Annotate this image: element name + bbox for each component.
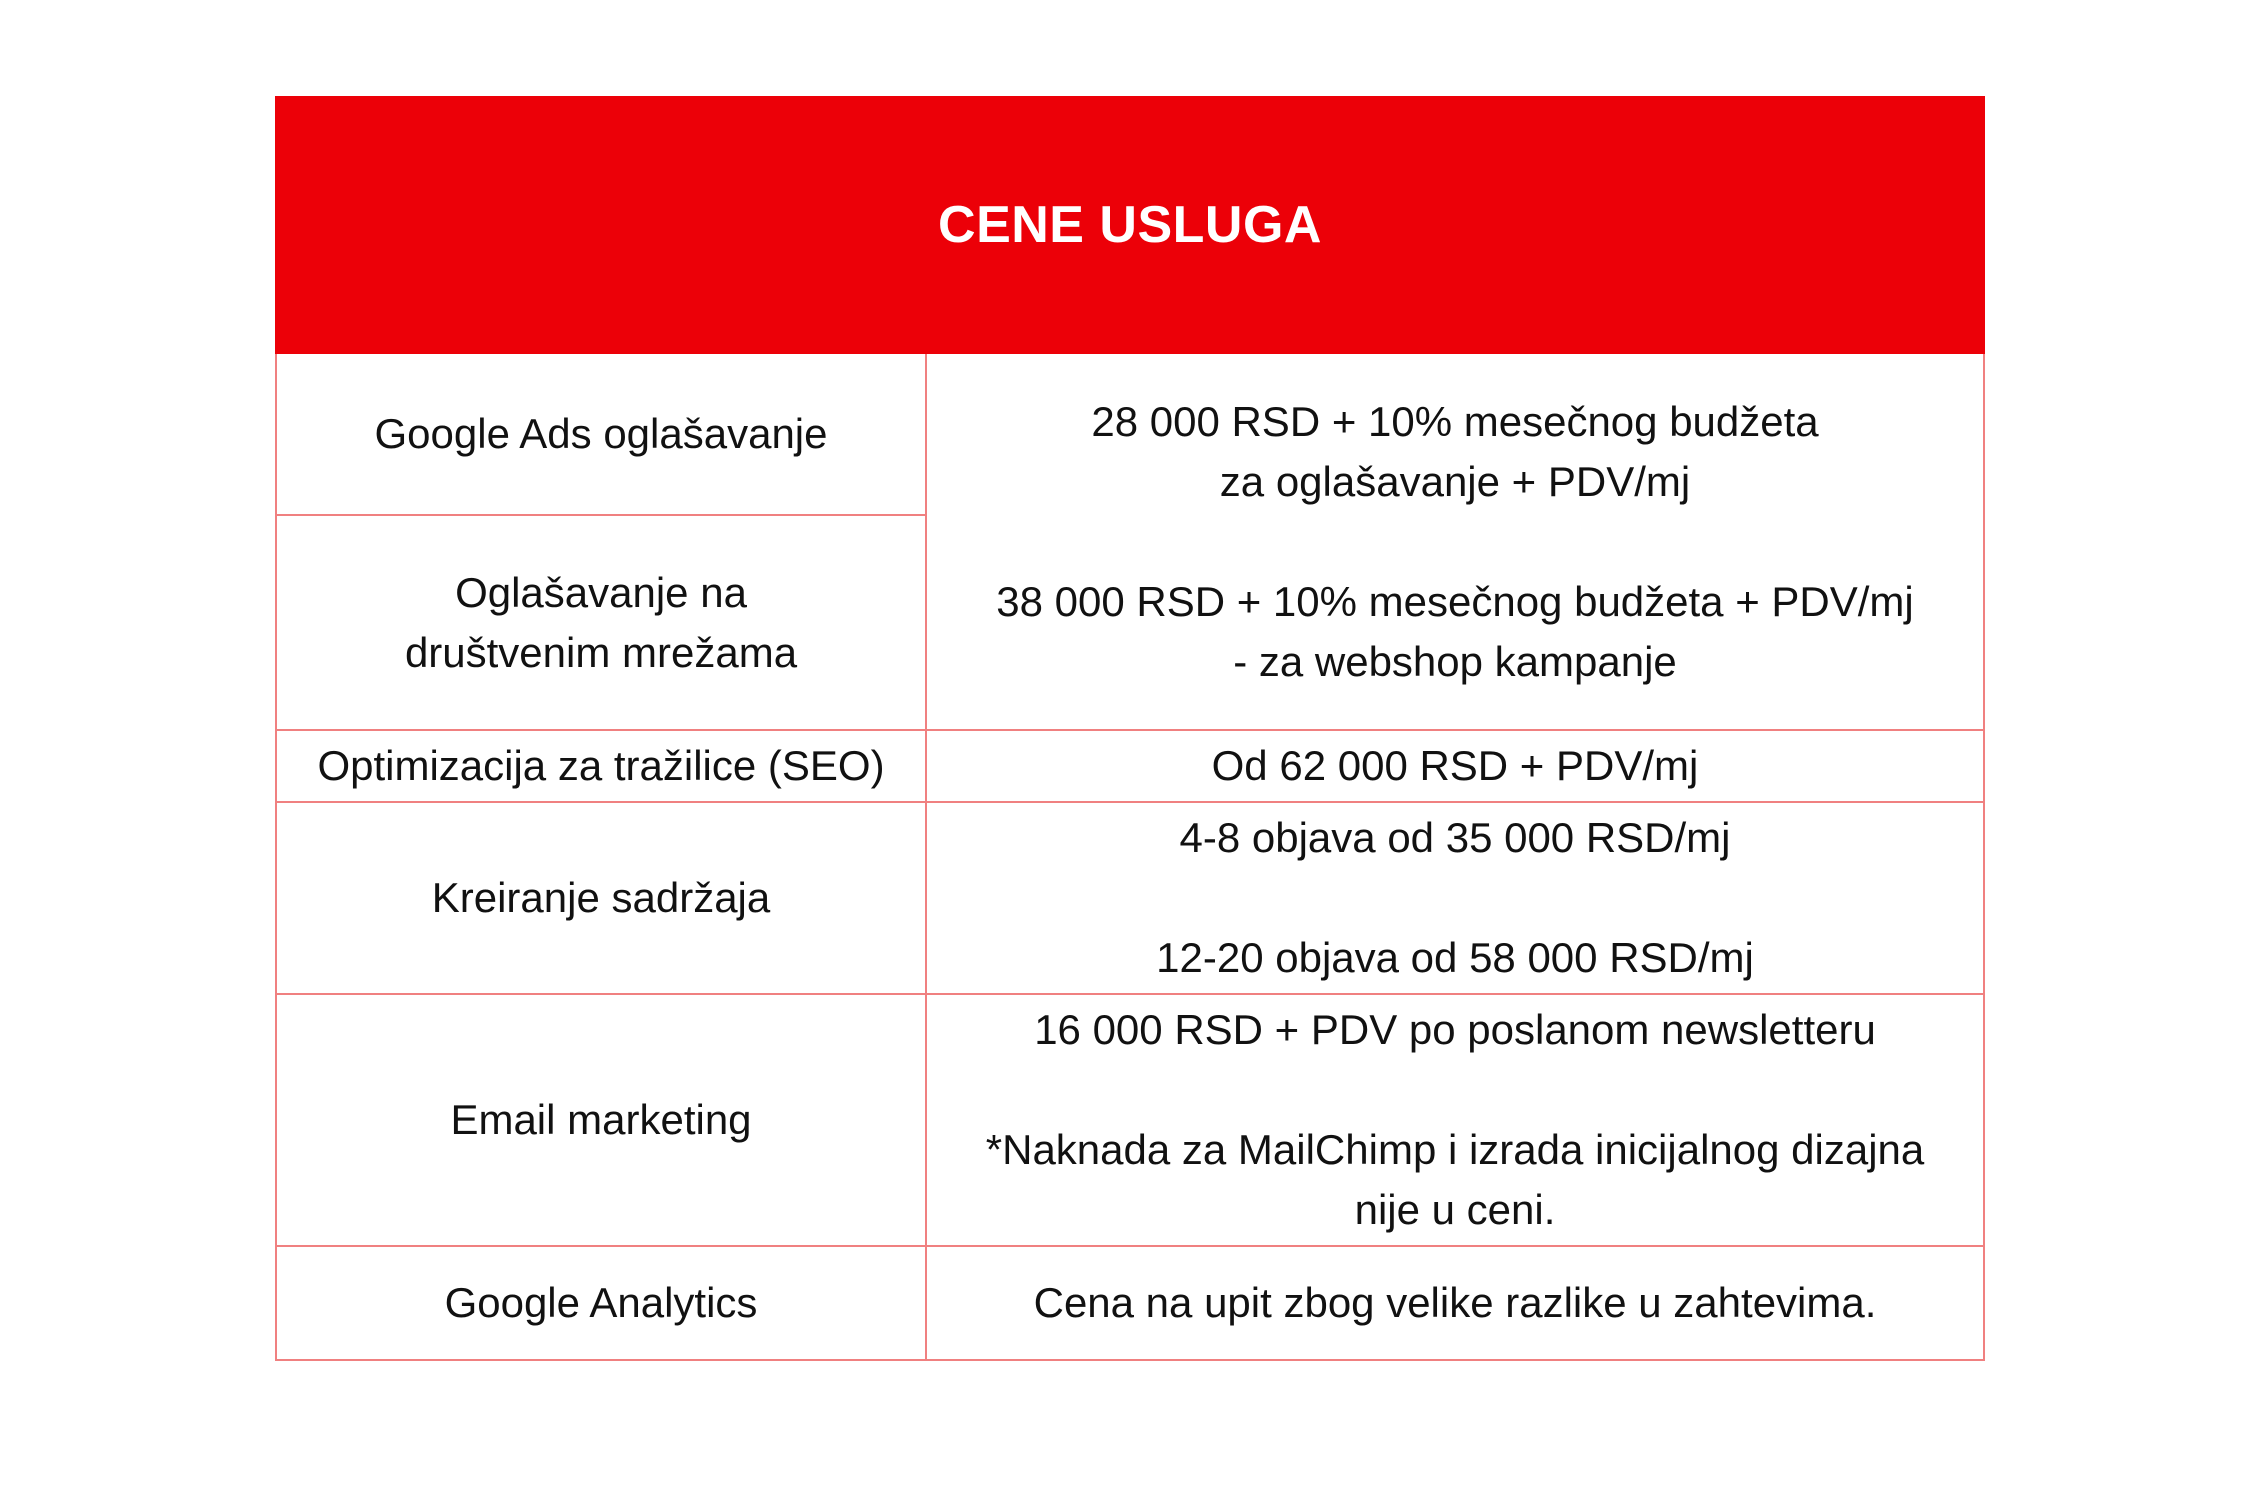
service-label: društvenim mrežama [404,628,798,676]
price-cell-seo [926,730,1984,802]
pricing-table [275,96,1985,1361]
table-row [276,353,1984,515]
service-label: Kreiranje sadržaja [431,874,771,921]
service-label: Google Analytics [444,1279,758,1326]
line-spacer [947,868,1963,928]
service-label: Google Ads oglašavanje [374,410,828,457]
service-cell-social [276,515,926,730]
price-line: Od 62 000 RSD + PDV/mj [1211,742,1699,789]
table-row [276,1246,1984,1360]
service-cell-seo [276,730,926,802]
service-label: Email marketing [450,1096,752,1143]
price-line: 16 000 RSD + PDV po poslanom newsletteru [1034,1006,1876,1053]
service-label: Oglašavanje na [455,568,747,616]
table-header-row [276,97,1984,353]
price-cell-analytics [926,1246,1984,1360]
service-cell-google-ads [276,353,926,515]
price-line: *Naknada za MailChimp i izrada inicijalnog dizajna [985,1126,1925,1173]
price-line: Cena na upit zbog velike razlike u zahtevima. [1033,1279,1877,1326]
line-spacer [947,512,1963,572]
line-spacer [947,1060,1963,1120]
service-label: Optimizacija za tražilice (SEO) [317,742,885,789]
price-line: 38 000 RSD + 10% mesečnog budžeta + PDV/mj [996,577,1914,625]
price-line: - za webshop kampanje [1233,637,1677,685]
service-cell-content [276,802,926,994]
price-line: nije u ceni. [1354,1186,1556,1233]
table-title: CENE USLUGA [276,97,1984,353]
price-cell-content [926,802,1984,994]
table-row [276,730,1984,802]
price-cell-email [926,994,1984,1246]
table-row [276,802,1984,994]
price-cell-ads [926,353,1984,730]
price-line: 12-20 objava od 58 000 RSD/mj [1156,934,1754,981]
price-line: 28 000 RSD + 10% mesečnog budžeta [1091,397,1819,445]
service-cell-email [276,994,926,1246]
service-cell-analytics [276,1246,926,1360]
price-line: za oglašavanje + PDV/mj [1219,457,1691,505]
price-line: 4-8 objava od 35 000 RSD/mj [1179,814,1731,861]
table-row [276,994,1984,1246]
